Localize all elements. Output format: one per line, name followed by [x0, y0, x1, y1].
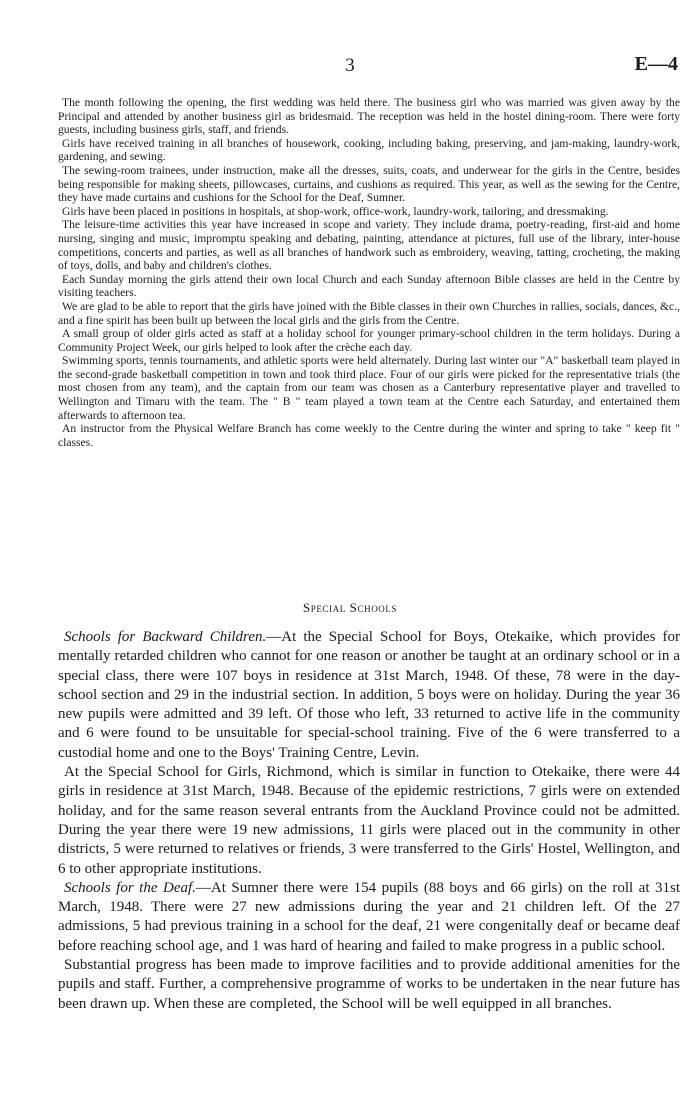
paragraph-placements: Girls have been placed in positions in hospitals, at shop-work, office-work, laundry-work, tailoring, and dressmaking.: [62, 204, 609, 218]
special-schools-section: [58, 628, 680, 1014]
subheading-deaf: Schools for the Deaf.: [64, 879, 196, 896]
page-code: E—4: [634, 53, 678, 75]
paragraph-training: Girls have received training in all branches of housework, cooking, including baking, preserving, and jam-making, laundry-work, gardening, and sewing.: [58, 136, 680, 164]
paragraph-girls-school: At the Special School for Girls, Richmond, which is similar in function to Otekaike, there were 44 girls in residence at 31st March, 1948. Because of the epidemic restrictions, 7 girls were on extended holiday, and for the same reason several entrants from the Auckland Province could not be admitted. During the year there were 19 new admissions, 11 girls were placed out in the community in other districts, 5 were returned to relatives or friends, 3 were transferred to the Girls' Hostel, Wellington, and 6 to other appropriate institutions.: [58, 764, 680, 877]
paragraph-sports: Swimming sports, tennis tournaments, and athletic sports were held alternately. During last winter our "A" basketball team played in the second-grade basketball competition in town and took third place. Four of our girls were picked for the representative trials (the most chosen from any team), and the captain from our team was chosen as a Canterbury representative player and travelled to Wellington and Timaru with the team. The " B " team played a town team at the Centre each Saturday, and entertained them afterwards to afternoon tea.: [58, 354, 680, 422]
paragraph-holiday-school: A small group of older girls acted as staff at a holiday school for younger primary-school children in the term holidays. During a Community Project Week, our girls helped to look after the crèche each day.: [58, 327, 680, 354]
deaf-text: —At Sumner there were 154 pupils (88 boys and 66 girls) on the roll at 31st March, 1948. There were 27 new admissions during the year and 21 children left. Of the 27 admissions, 5 had previous training in a school for the deaf, 21 were congenitally deaf or became deaf before reaching school age, and 1 was hard of hearing and failed to make progress in a public school.: [58, 879, 680, 954]
paragraph-wedding: The month following the opening, the first wedding was held there. The business girl who was married was given away by the Principal and attended by another business girl as bridesmaid. The reception was held in the hostel dining-room. There were forty guests, including business girls, staff, and friends.: [58, 96, 680, 137]
paragraph-backward-children: [58, 628, 680, 763]
backward-children-text: —At the Special School for Boys, Otekaike, which provides for mentally retarded children who cannot for one reason or another be taught at an ordinary school or in a special class, there were 107 boys in residence at 31st March, 1948. Of these, 78 were in the day-school section and 29 in the industrial section. In addition, 5 boys were on holiday. During the year 36 new pupils were admitted and 39 left. Of those who left, 33 returned to active life in the community and 6 were found to be unsuitable for special-school training. Five of the 6 were transferred to a custodial home and one to the Boys' Training Centre, Levin.: [58, 629, 681, 761]
paragraph-sunday: Each Sunday morning the girls attend their own local Church and each Sunday afternoon Bible classes are held in the Centre by visiting teachers.: [58, 272, 680, 300]
hostel-report-section: [58, 96, 680, 449]
paragraph-leisure: The leisure-time activities this year have increased in scope and variety. They include drama, poetry-reading, first-aid and home nursing, singing and music, impromptu speaking and debating, painting, attendance at pictures, full use of the library, inter-house competitions, concerts and parties, as well as all branches of handwork such as embroidery, weaving, tatting, crocheting, the making of toys, dolls, and baby and children's clothes.: [58, 218, 680, 273]
subheading-backward-children: Schools for Backward Children.: [64, 629, 267, 645]
paragraph-deaf: [58, 879, 680, 956]
page-number: 3: [345, 55, 355, 76]
paragraph-sewing: The sewing-room trainees, under instruction, make all the dresses, suits, coats, and underwear for the girls in the Centre, besides being responsible for making sheets, pillowcases, curtains, and cushions as required. This year, as well as the sewing for the Centre, they have made curtains and cushions for the School for the Deaf, Sumner.: [58, 163, 680, 205]
paragraph-bible-classes: We are glad to be able to report that the girls have joined with the Bible classes in their own Churches in rallies, socials, dances, &c., and a fine spirit has been built up between the local girls and the girls from the Centre.: [58, 299, 680, 327]
section-heading: Special Schools: [302, 600, 398, 615]
paragraph-progress: Substantial progress has been made to improve facilities and to provide additional amenities for the pupils and staff. Further, a comprehensive programme of works to be undertaken in the near future has been drawn up. When these are completed, the School will be well equipped in all branches.: [58, 957, 680, 1012]
paragraph-keep-fit: An instructor from the Physical Welfare Branch has come weekly to the Centre during the winter and spring to take " keep fit " classes.: [58, 422, 680, 449]
